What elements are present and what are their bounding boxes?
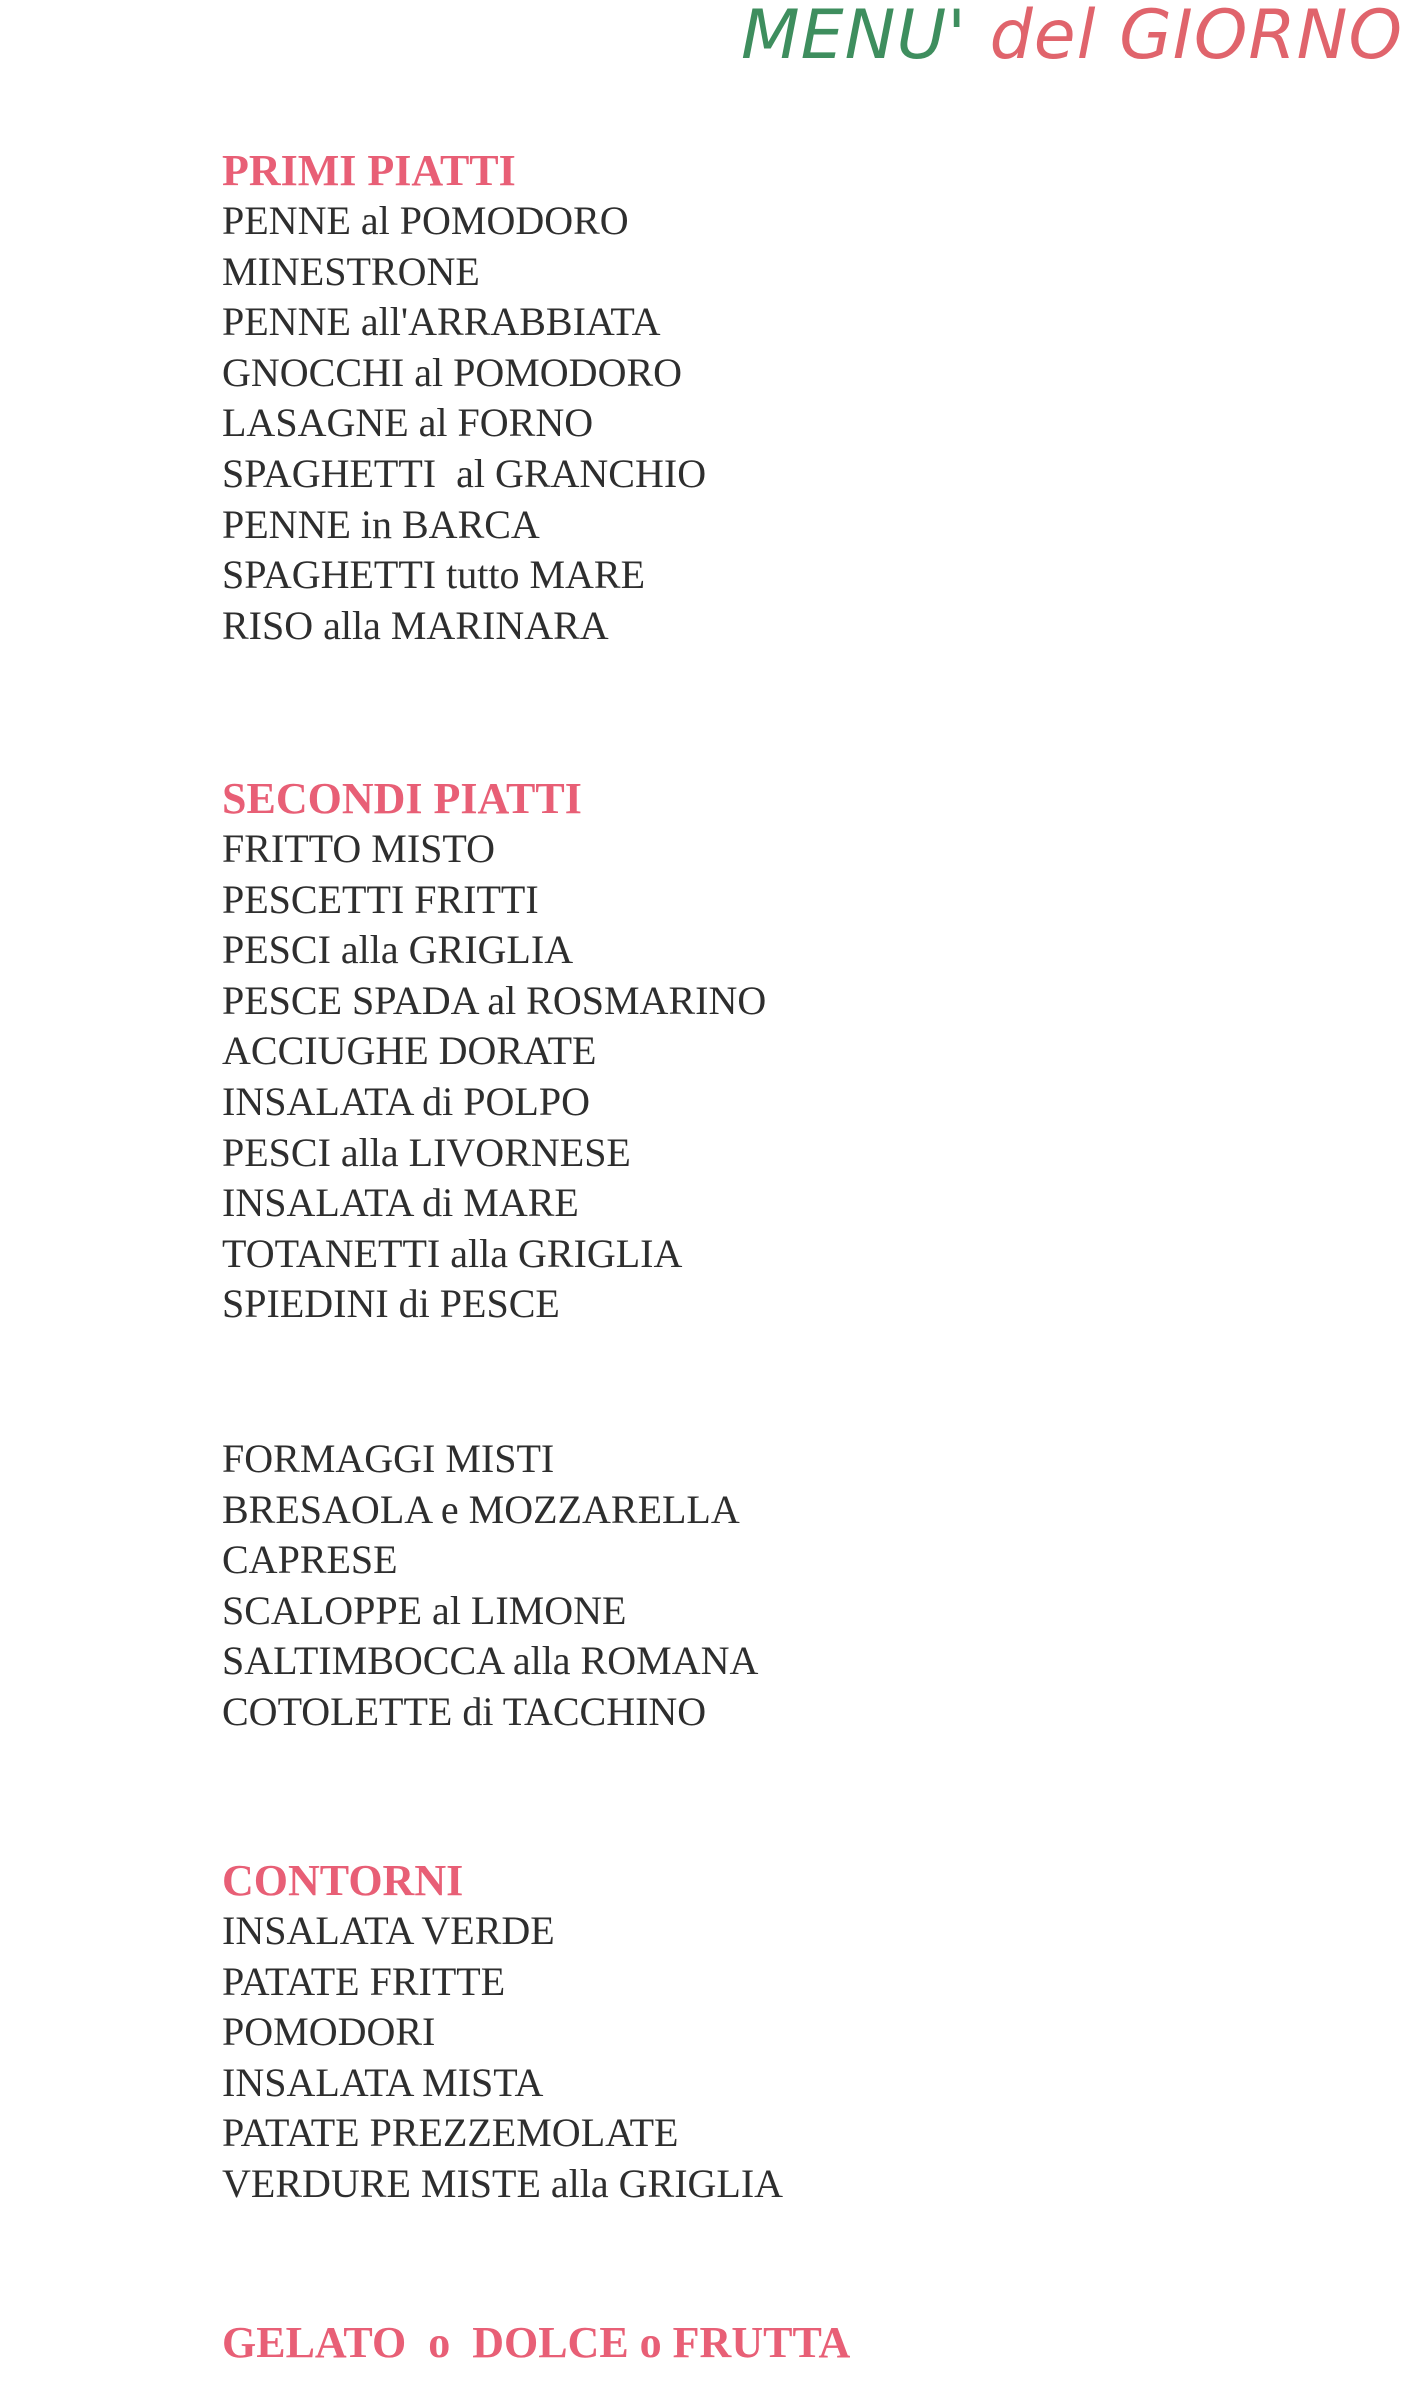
menu-item: INSALATA di POLPO [222, 1078, 590, 1124]
menu-item: ACCIUGHE DORATE [222, 1028, 597, 1074]
menu-item: POMODORI [222, 2009, 436, 2055]
section-primi-piatti [222, 146, 706, 651]
contorni-list [222, 1906, 783, 2210]
menu-item: CAPRESE [222, 1537, 398, 1583]
menu-item: SPAGHETTI tutto MARE [222, 552, 646, 598]
section-dessert [222, 2318, 850, 2368]
section-contorni [222, 1856, 783, 2210]
menu-item: VERDURE MISTE alla GRIGLIA [222, 2160, 784, 2206]
menu-item: PENNE in BARCA [222, 501, 540, 547]
menu-title [740, 0, 1403, 75]
menu-item: MINESTRONE [222, 248, 480, 294]
menu-item: SPAGHETTI al GRANCHIO [222, 450, 707, 496]
primi-list [222, 196, 706, 651]
menu-item: PESCETTI FRITTI [222, 876, 539, 922]
menu-title-part2: del GIORNO [989, 0, 1403, 75]
menu-item: PESCI alla GRIGLIA [222, 927, 574, 973]
menu-item: SPIEDINI di PESCE [222, 1281, 560, 1327]
menu-item: PENNE al POMODORO [222, 198, 629, 243]
menu-item: INSALATA VERDE [222, 1908, 555, 1953]
menu-item: PATATE FRITTE [222, 1958, 506, 2004]
menu-item: SALTIMBOCCA alla ROMANA [222, 1638, 759, 1684]
section-carne [222, 1434, 758, 1738]
section-heading-primi: PRIMI PIATTI [222, 146, 516, 195]
menu-item: GNOCCHI al POMODORO [222, 349, 683, 395]
menu-item: RISO alla MARINARA [222, 602, 609, 648]
menu-item: PESCI alla LIVORNESE [222, 1129, 631, 1175]
menu-item: TOTANETTI alla GRIGLIA [222, 1230, 683, 1276]
menu-item: PENNE all'ARRABBIATA [222, 299, 661, 345]
menu-item: INSALATA MISTA [222, 2059, 544, 2105]
section-heading-dessert: GELATO o DOLCE o FRUTTA [222, 2318, 851, 2367]
section-heading-contorni: CONTORNI [222, 1856, 464, 1905]
menu-item: INSALATA di MARE [222, 1180, 579, 1226]
menu-item: FRITTO MISTO [222, 826, 496, 871]
section-secondi-piatti [222, 774, 766, 1330]
menu-item: SCALOPPE al LIMONE [222, 1587, 627, 1633]
carne-list [222, 1434, 758, 1738]
menu-item: PATATE PREZZEMOLATE [222, 2110, 679, 2156]
menu-title-part1: MENU' [740, 0, 990, 75]
menu-item: FORMAGGI MISTI [222, 1436, 555, 1481]
section-heading-secondi: SECONDI PIATTI [222, 774, 582, 823]
menu-item: PESCE SPADA al ROSMARINO [222, 977, 767, 1023]
secondi-list [222, 824, 766, 1330]
menu-item: BRESAOLA e MOZZARELLA [222, 1486, 740, 1532]
menu-item: COTOLETTE di TACCHINO [222, 1688, 707, 1734]
menu-item: LASAGNE al FORNO [222, 400, 594, 446]
